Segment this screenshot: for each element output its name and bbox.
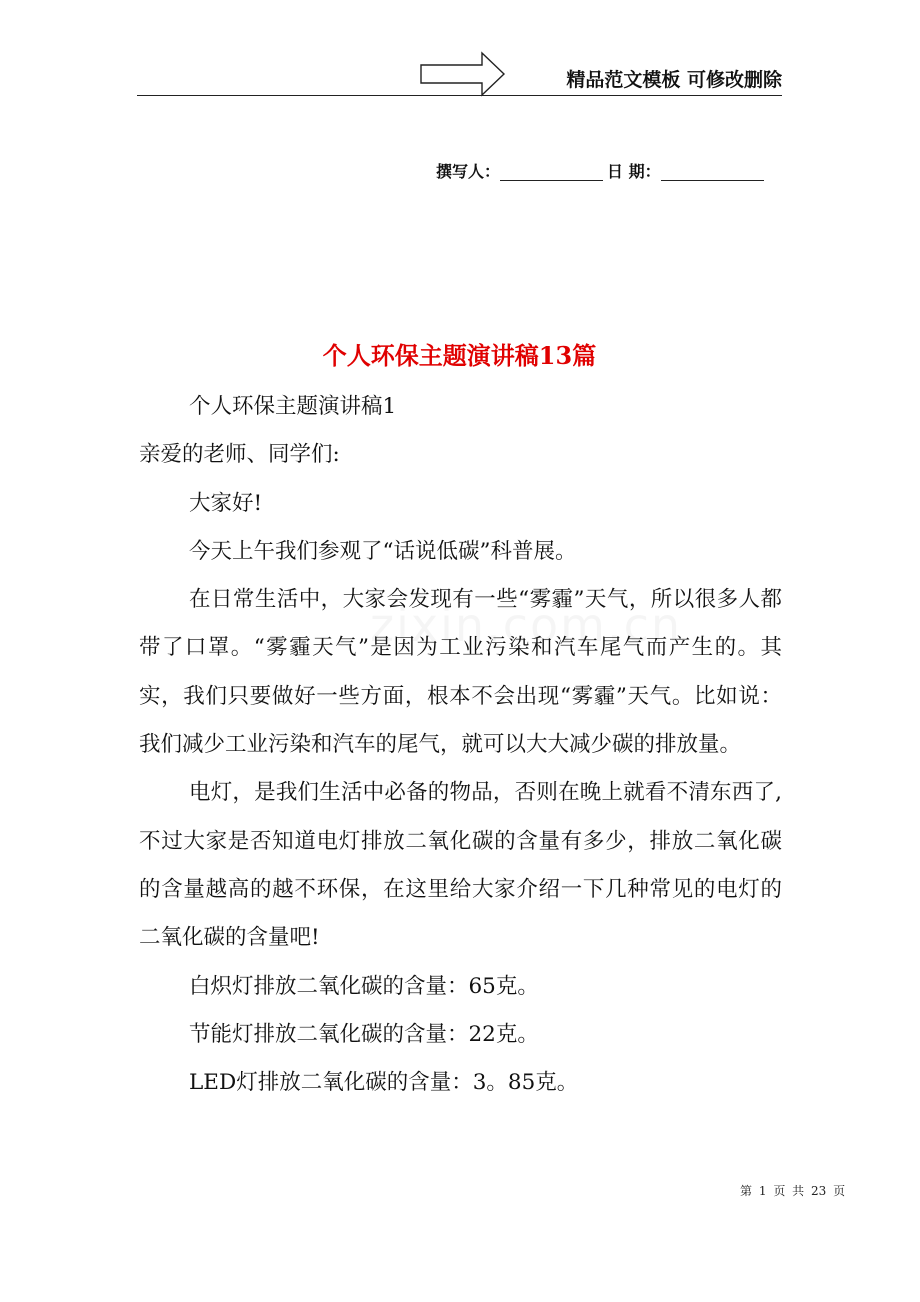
paragraph: 节能灯排放二氧化碳的含量：22克。 [189,1021,539,1047]
paragraph: 大家好! [189,490,263,516]
paragraph: LED灯排放二氧化碳的含量：3。85克。 [189,1070,579,1096]
author-label: 撰写人： [436,162,501,181]
footer-total-pages: 23 [811,1184,827,1198]
date-blank [661,163,764,181]
footer-di: 第 [740,1184,753,1198]
right-arrow-outline-icon [420,51,506,97]
footer-ye-2: 页 [833,1184,846,1198]
date-label: 日 期： [607,162,661,181]
paragraph: 电灯，是我们生活中必备的物品，否则在晚上就看不清东西了,不过大家是否知道电灯排放二氧化碳的含量有多少，排放二氧化碳的含量越高的越不环保，在这里给大家介绍一下几种常见的电灯的二氧化碳的含量吧! [139,780,782,951]
author-date-line [436,160,782,184]
paragraph: 白炽灯排放二氧化碳的含量：65克。 [189,973,539,999]
paragraph: 在日常生活中，大家会发现有一些“雾霾”天气，所以很多人都带了口罩。“雾霾天气”是因为工业污染和汽车尾气而产生的。其实，我们只要做好一些方面，根本不会出现“雾霾”天气。比如说：我们减少工业污染和汽车的尾气，就可以大大减少碳的排放量。 [139,587,782,758]
page-footer [740,1181,870,1201]
footer-ye: 页 [773,1184,786,1198]
paragraph: 今天上午我们参观了“话说低碳”科普展。 [189,538,577,564]
section-heading: 个人环保主题演讲稿1 [189,394,397,419]
salutation: 亲爱的老师、同学们: [139,442,340,468]
header-label: 精品范文模板 可修改删除 [566,69,782,91]
author-blank [500,163,603,181]
footer-page-number: 1 [758,1184,767,1198]
document-title: 个人环保主题演讲稿13篇 [322,341,597,370]
header-rule [137,95,782,96]
footer-gong: 共 [792,1184,805,1198]
document-body [139,383,782,1107]
